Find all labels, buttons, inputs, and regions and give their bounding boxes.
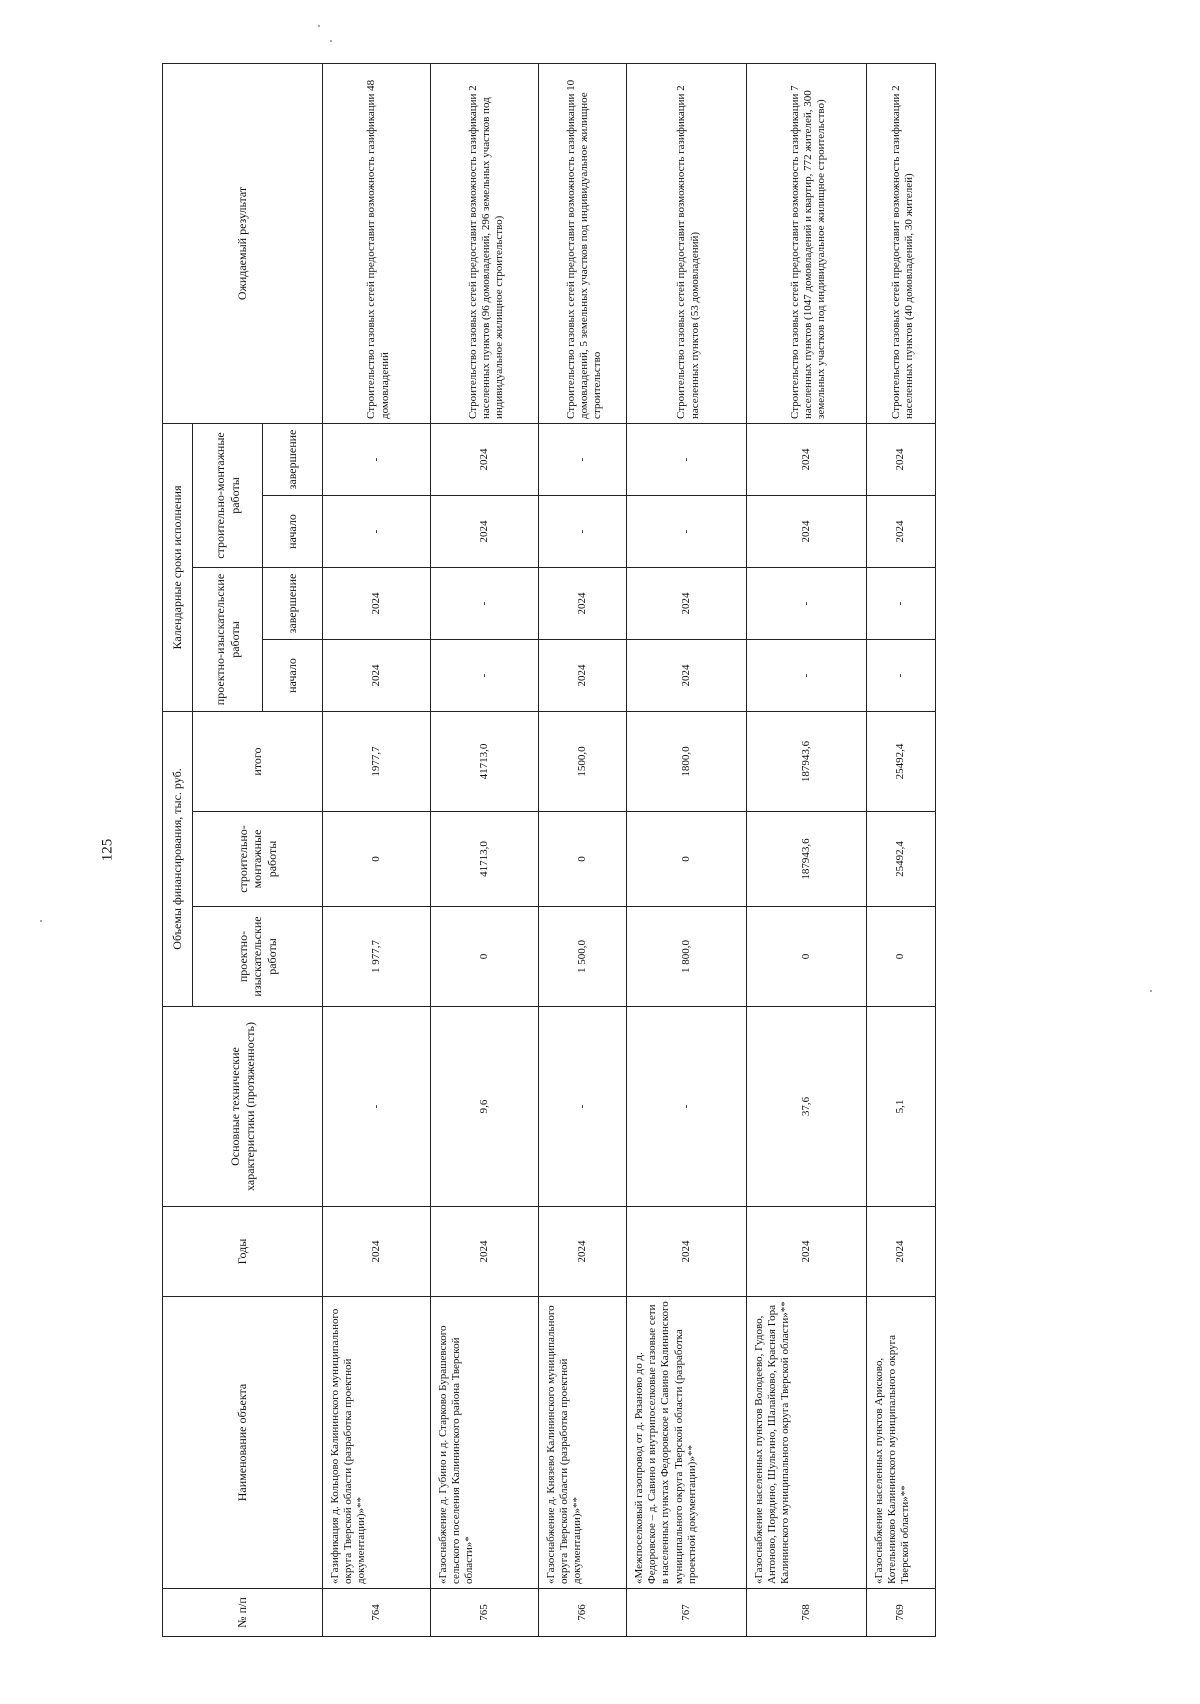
cell-construction-start: - <box>323 496 431 568</box>
cell-fin-construction: 41713,0 <box>431 812 539 907</box>
cell-construction-end: - <box>539 423 627 495</box>
cell-fin-construction: 187943,6 <box>747 812 867 907</box>
cell-design-start: - <box>867 640 936 712</box>
scan-speck <box>330 40 332 42</box>
header-schedule-group: Календарные сроки исполнения <box>163 423 193 711</box>
cell-design-start: - <box>431 640 539 712</box>
gasification-table <box>162 64 935 1637</box>
header-design-end: завершение <box>263 568 323 640</box>
cell-fin-design: 1 500,0 <box>539 907 627 1007</box>
cell-name: «Межпоселковый газопровод от д. Рязаново до д. Федоровское – д. Савино и внутрипоселковые газовые сети в населенных пунктах Федоровское и Савино Калининского муниципального округа Тверской области (разработка проектной документации)»** <box>627 1297 747 1589</box>
cell-name: «Газоснабжение населенных пунктов Арисково, Котельниково Калининского муниципального округа Тверской области»** <box>867 1297 936 1589</box>
table-row <box>867 63 936 1636</box>
cell-name: «Газоснабжение населенных пунктов Володеево, Гудово, Антоново, Порядино, Шульгино, Шалайково, Красная Гора Калининского муниципального округа Тверской области»** <box>747 1297 867 1589</box>
cell-num: 769 <box>867 1589 936 1637</box>
table-row <box>323 63 431 1636</box>
cell-fin-construction: 0 <box>627 812 747 907</box>
cell-num: 766 <box>539 1589 627 1637</box>
cell-design-end: - <box>747 568 867 640</box>
page-number: 125 <box>99 838 116 862</box>
header-fin-construction: строительно-монтажные работы <box>193 812 323 907</box>
cell-year: 2024 <box>539 1207 627 1297</box>
cell-fin-construction: 0 <box>539 812 627 907</box>
cell-year: 2024 <box>627 1207 747 1297</box>
header-name: Наименование объекта <box>163 1297 323 1589</box>
cell-result: Строительство газовых сетей предоставит возможность газификации 2 населенных пунктов (96 домовладений, 296 земельных участков под индивидуальное жилищное строительство) <box>431 63 539 423</box>
cell-result: Строительство газовых сетей предоставит возможность газификации 48 домовладений <box>323 63 431 423</box>
table-row <box>431 63 539 1636</box>
cell-construction-start: - <box>539 496 627 568</box>
cell-fin-total: 1800,0 <box>627 712 747 812</box>
cell-fin-total: 187943,6 <box>747 712 867 812</box>
cell-construction-end: 2024 <box>867 423 936 495</box>
scan-speck <box>1150 990 1152 992</box>
cell-design-start: - <box>747 640 867 712</box>
cell-tech: 9,6 <box>431 1007 539 1207</box>
header-fin-design: проектно-изыскательские работы <box>193 907 323 1007</box>
header-result: Ожидаемый результат <box>163 63 323 423</box>
cell-construction-end: - <box>323 423 431 495</box>
cell-fin-construction: 0 <box>323 812 431 907</box>
cell-construction-start: 2024 <box>747 496 867 568</box>
cell-result: Строительство газовых сетей предоставит возможность газификации 10 домовладений, 5 земельных участков под индивидуальное жилищное строительство <box>539 63 627 423</box>
cell-result: Строительство газовых сетей предоставит возможность газификации 7 населенных пунктов (1047 домовладений и квартир, 772 жителей, 300 земельных участков под индивидуальное жилищное строительство) <box>747 63 867 423</box>
header-sched-construction: строительно-монтажные работы <box>193 423 263 567</box>
cell-fin-design: 1 800,0 <box>627 907 747 1007</box>
cell-design-end: 2024 <box>323 568 431 640</box>
cell-construction-start: 2024 <box>867 496 936 568</box>
cell-year: 2024 <box>867 1207 936 1297</box>
cell-num: 764 <box>323 1589 431 1637</box>
header-construction-start: начало <box>263 496 323 568</box>
cell-fin-total: 1500,0 <box>539 712 627 812</box>
cell-design-start: 2024 <box>627 640 747 712</box>
table-row <box>747 63 867 1636</box>
header-design-start: начало <box>263 640 323 712</box>
cell-fin-design: 1 977,7 <box>323 907 431 1007</box>
table-row <box>627 63 747 1636</box>
cell-name: «Газоснабжение д. Губино и д. Старково Бурашевского сельского поселения Калининского района Тверской области»* <box>431 1297 539 1589</box>
cell-fin-design: 0 <box>747 907 867 1007</box>
cell-result: Строительство газовых сетей предоставит возможность газификации 2 населенных пунктов (40 домовладений, 30 жителей) <box>867 63 936 423</box>
cell-construction-end: 2024 <box>431 423 539 495</box>
header-finance-group: Объемы финансирования, тыс. руб. <box>163 712 193 1007</box>
cell-tech: 37,6 <box>747 1007 867 1207</box>
cell-tech: - <box>627 1007 747 1207</box>
header-sched-design: проектно-изыскательские работы <box>193 568 263 712</box>
cell-design-end: 2024 <box>539 568 627 640</box>
cell-num: 768 <box>747 1589 867 1637</box>
cell-num: 767 <box>627 1589 747 1637</box>
cell-fin-total: 41713,0 <box>431 712 539 812</box>
header-tech: Основные технические характеристики (протяженность) <box>163 1007 323 1207</box>
cell-fin-total: 1977,7 <box>323 712 431 812</box>
cell-design-end: - <box>867 568 936 640</box>
cell-construction-start: - <box>627 496 747 568</box>
scan-speck <box>318 25 320 27</box>
table-body <box>323 63 936 1636</box>
cell-name: «Газоснабжение д. Князево Калининского муниципального округа Тверской области (разработка проектной документации)»** <box>539 1297 627 1589</box>
header-construction-end: завершение <box>263 423 323 495</box>
cell-design-end: 2024 <box>627 568 747 640</box>
table-row <box>539 63 627 1636</box>
header-num: № п/п <box>163 1589 323 1637</box>
cell-fin-design: 0 <box>431 907 539 1007</box>
cell-design-start: 2024 <box>323 640 431 712</box>
scan-speck <box>40 920 42 922</box>
cell-construction-start: 2024 <box>431 496 539 568</box>
cell-tech: 5,1 <box>867 1007 936 1207</box>
cell-construction-end: - <box>627 423 747 495</box>
cell-num: 765 <box>431 1589 539 1637</box>
header-years: Годы <box>163 1207 323 1297</box>
cell-fin-total: 25492,4 <box>867 712 936 812</box>
cell-fin-construction: 25492,4 <box>867 812 936 907</box>
objects-table <box>162 63 936 1637</box>
cell-tech: - <box>323 1007 431 1207</box>
cell-construction-end: 2024 <box>747 423 867 495</box>
cell-design-end: - <box>431 568 539 640</box>
table-header <box>163 63 323 1636</box>
cell-year: 2024 <box>323 1207 431 1297</box>
cell-year: 2024 <box>747 1207 867 1297</box>
cell-name: «Газификация д. Кольцово Калининского муниципального округа Тверской области (разработка проектной документации)»** <box>323 1297 431 1589</box>
cell-year: 2024 <box>431 1207 539 1297</box>
cell-fin-design: 0 <box>867 907 936 1007</box>
cell-tech: - <box>539 1007 627 1207</box>
cell-design-start: 2024 <box>539 640 627 712</box>
header-fin-total: итого <box>193 712 323 812</box>
cell-result: Строительство газовых сетей предоставит возможность газификации 2 населенных пунктов (53 домовладений) <box>627 63 747 423</box>
